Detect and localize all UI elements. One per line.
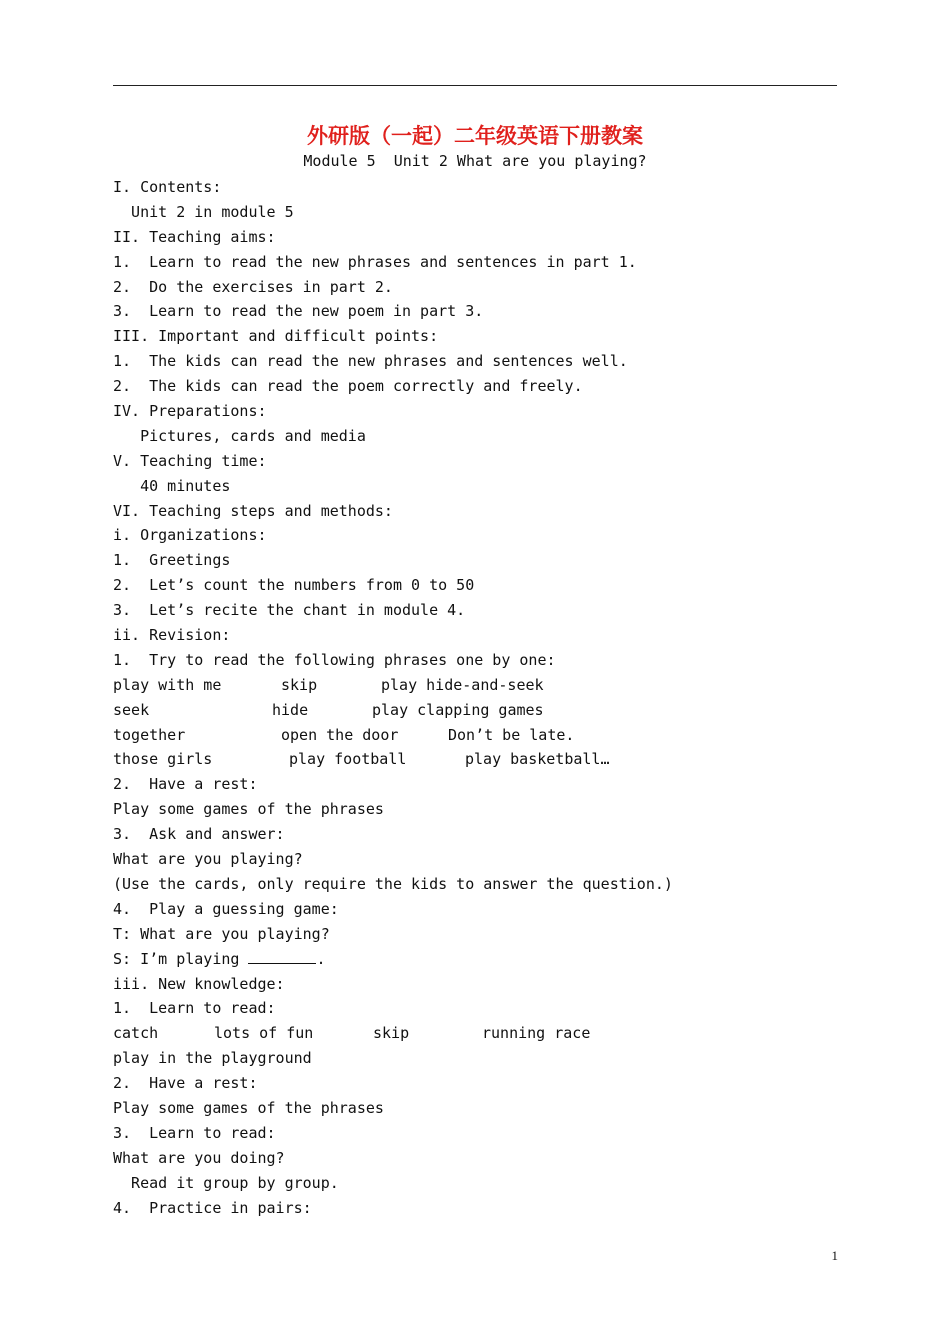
phrase-cell: those girls (113, 750, 213, 769)
section-block (113, 1048, 837, 1222)
phrase-row (113, 749, 837, 774)
new-word: running race (482, 1024, 591, 1043)
text-line: Unit 2 in module 5 (113, 202, 294, 221)
section-block (113, 177, 837, 675)
text-line: 1. Learn to read: (113, 999, 276, 1018)
phrase-cell: play football (289, 750, 407, 769)
new-word: catch (113, 1024, 159, 1043)
new-word: lots of fun (214, 1024, 314, 1043)
text-line: What are you playing? (113, 850, 303, 869)
text-line: IV. Preparations: (113, 402, 267, 421)
page-number: 1 (831, 1248, 838, 1263)
text-line: 4. Play a guessing game: (113, 899, 339, 918)
phrase-cell: hide (272, 700, 309, 719)
text-line: Play some games of the phrases (113, 800, 384, 819)
text-line: 3. Learn to read the new poem in part 3. (113, 302, 484, 321)
text-line: 3. Learn to read: (113, 1123, 276, 1142)
text-line: ii. Revision: (113, 626, 231, 645)
new-word: skip (373, 1024, 410, 1043)
section-block (113, 974, 837, 1024)
lesson-plan-body (113, 177, 837, 1222)
text-line: T: What are you playing? (113, 924, 330, 943)
phrase-cell: together (113, 725, 186, 744)
text-line: play in the playground (113, 1049, 312, 1068)
text-line: (Use the cards, only require the kids to answer the question.) (113, 874, 673, 893)
phrase-cell: seek (113, 700, 150, 719)
text-line: 1. Try to read the following phrases one by one: (113, 650, 556, 669)
phrase-cell: open the door (281, 725, 399, 744)
phrase-row (113, 725, 837, 750)
text-line: I. Contents: (113, 178, 222, 196)
text-line: 2. Let’s count the numbers from 0 to 50 (113, 576, 475, 595)
blank-answer-line (113, 949, 837, 974)
text-line: Play some games of the phrases (113, 1098, 384, 1117)
text-line: VI. Teaching steps and methods: (113, 501, 393, 520)
text-line: II. Teaching aims: (113, 227, 276, 246)
phrase-row (113, 700, 837, 725)
blank-suffix: . (316, 949, 326, 968)
blank-prefix: S: I’m playing (113, 949, 249, 968)
text-line: Read it group by group. (113, 1173, 339, 1192)
phrase-cell: play with me (113, 675, 222, 694)
text-line: 1. Greetings (113, 551, 231, 570)
text-line: 4. Practice in pairs: (113, 1198, 312, 1217)
document-subtitle: Module 5 Unit 2 What are you playing? (303, 152, 647, 170)
text-line: 40 minutes (113, 476, 231, 495)
phrase-cell: play hide-and-seek (381, 675, 544, 694)
text-line: 2. Do the exercises in part 2. (113, 277, 393, 296)
phrase-cell: skip (281, 675, 318, 694)
text-line: V. Teaching time: (113, 451, 267, 470)
text-line: 2. Have a rest: (113, 1074, 258, 1093)
document-title: 外研版（一起）二年级英语下册教案 (307, 124, 643, 148)
text-line: i. Organizations: (113, 526, 267, 545)
phrase-cell: play basketball… (465, 750, 610, 769)
header-rule (113, 85, 837, 86)
text-line: iii. New knowledge: (113, 974, 285, 993)
text-line: What are you doing? (113, 1148, 285, 1167)
text-line: 1. Learn to read the new phrases and sentences in part 1. (113, 252, 637, 271)
phrase-cell: Don’t be late. (448, 725, 575, 744)
text-line: 2. The kids can read the poem correctly and freely. (113, 377, 583, 396)
answer-blank (248, 949, 316, 964)
phrase-table (113, 675, 837, 775)
text-line: 3. Let’s recite the chant in module 4. (113, 601, 466, 620)
phrase-row (113, 675, 837, 700)
text-line: III. Important and difficult points: (113, 327, 439, 346)
phrase-cell: play clapping games (372, 700, 544, 719)
text-line: 2. Have a rest: (113, 775, 258, 794)
new-words-row (113, 1023, 837, 1048)
text-line: 1. The kids can read the new phrases and sentences well. (113, 352, 628, 371)
text-line: Pictures, cards and media (113, 426, 366, 445)
section-block (113, 774, 837, 948)
text-line: 3. Ask and answer: (113, 825, 285, 844)
